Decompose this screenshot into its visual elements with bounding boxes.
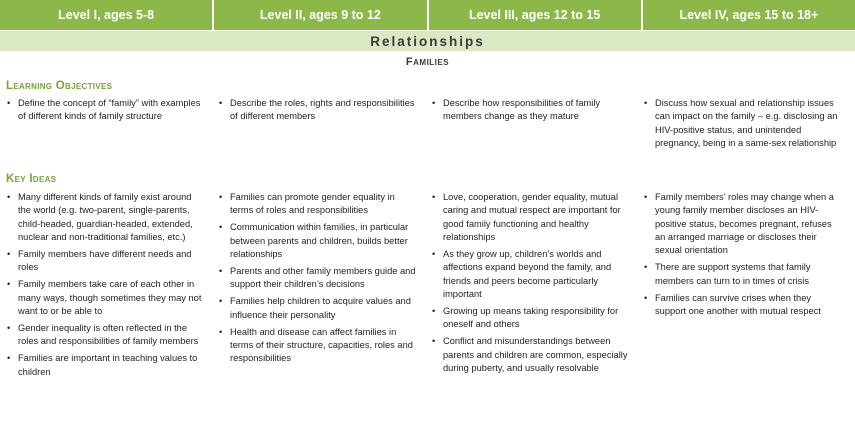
objective-item: • Define the concept of “family” with examples of different kinds of family structure [6,97,206,124]
objectives-level-4 [643,97,843,154]
key-idea-item: • Communication within families, in particular between parents and children, builds better relationships [218,221,418,261]
subtopic-title: Families [405,56,450,68]
key-idea-item: • Families can survive crises when they support one another with mutual respect [643,292,843,319]
key-idea-item: • Health and disease can affect families in terms of their structure, capacities, roles and responsibilities [218,326,418,366]
key-idea-item: • Conflict and misunderstandings between parents and children are common, especially during puberty, and usually resolvable [431,335,631,375]
objective-item: • Describe the roles, rights and responsibilities of different members [218,97,418,124]
key-idea-item: • Many different kinds of family exist around the world (e.g. two-parent, single-parents, child-headed, guardian-headed, extended, nuclear and non-traditional families, etc.) [6,191,206,244]
key-idea-item: • Gender inequality is often reflected in the roles and responsibilities of family members [6,322,206,349]
key-idea-item: • Families are important in teaching values to children [6,352,206,379]
key-idea-item: • Growing up means taking responsibility for oneself and others [431,305,631,332]
key-ideas-title: Key Ideas [6,173,57,185]
key-idea-item: • As they grow up, children’s worlds and affections expand beyond the family, and friends and peers become particularly important [431,248,631,301]
level-1-header: Level I, ages 5-8 [0,0,214,30]
objective-item: • Describe how responsibilities of family members change as they mature [431,97,631,124]
key-idea-item: • There are support systems that family members can turn to in times of crisis [643,261,843,288]
key-idea-item: • Family members’ roles may change when a young family member discloses an HIV-positive status, becomes pregnant, refuses an arranged marriage or discloses their sexual orientation [643,191,843,257]
objectives-level-3 [431,97,631,127]
key-idea-item: • Families can promote gender equality in terms of roles and responsibilities [218,191,418,218]
objectives-level-2 [218,97,418,127]
key-idea-item: • Parents and other family members guide and support their children’s decisions [218,265,418,292]
objective-item: • Discuss how sexual and relationship issues can impact on the family – e.g. disclosing an HIV-positive status, and unintended pregnancy, being in a same-sex relationship [643,97,843,150]
level-4-header: Level IV, ages 15 to 18+ [679,8,819,22]
objectives-level-1 [6,97,206,127]
key-idea-item: • Family members have different needs and roles [6,248,206,275]
key-idea-item: • Families help children to acquire values and influence their personality [218,295,418,322]
key-ideas-level-1 [6,191,206,383]
key-idea-item: • Love, cooperation, gender equality, mutual caring and mutual respect are important for good family functioning and healthy relationships [431,191,631,244]
level-2-header: Level II, ages 9 to 12 [214,0,428,30]
topic-band: Relationships [0,31,855,51]
level-3-header: Level III, ages 12 to 15 [429,0,643,30]
learning-objectives-title: Learning Objectives [6,80,113,92]
key-ideas-level-4 [643,191,843,322]
key-ideas-level-2 [218,191,418,370]
key-idea-item: • Family members take care of each other in many ways, though sometimes they may not want to or be able to [6,278,206,318]
key-ideas-level-3 [431,191,631,379]
level-header-row [0,0,855,30]
